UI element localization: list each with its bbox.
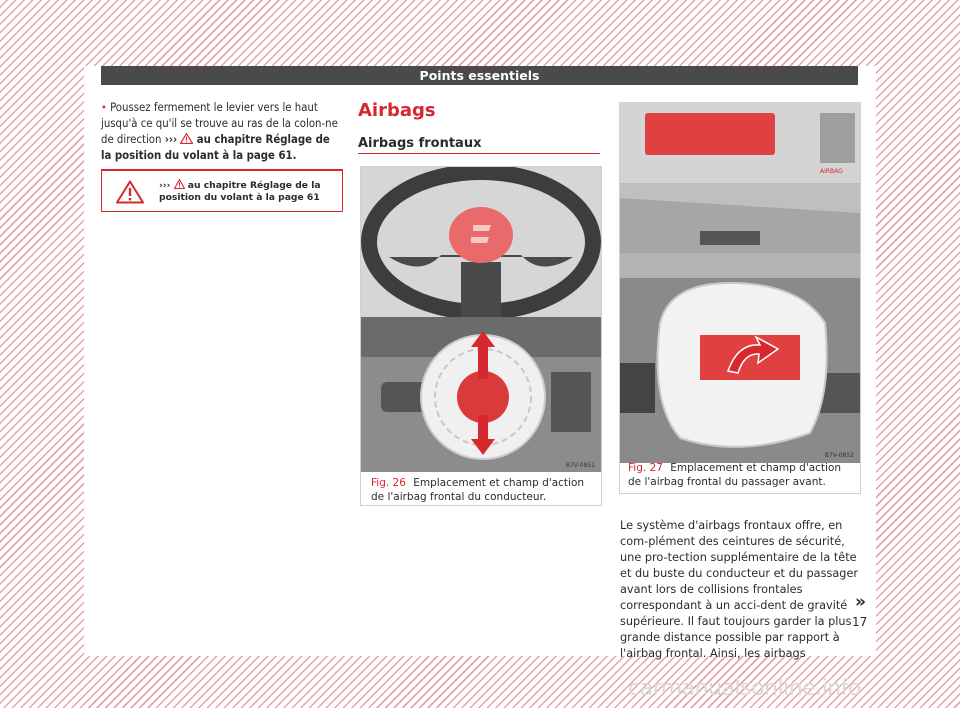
figure-caption-text: Emplacement et champ d'action de l'airbag frontal du conducteur.: [371, 477, 585, 503]
steering-wheel-illustration: [361, 167, 601, 317]
figure-code: B7V-0851: [565, 462, 595, 469]
figure-caption: [628, 461, 856, 489]
continue-arrow-icon: »: [855, 592, 866, 612]
figure-number: Fig. 27: [628, 462, 663, 474]
body-paragraph: Le système d'airbags frontaux offre, en com-plément des ceintures de sécurité, une pro-tection supplémentaire de la tête et du buste du conducteur et du passager avant lors de collisions frontales correspondant à un acci-dent de gravité supérieure. Il faut toujours garder la plus grande distance possible par rapport à l'airbag frontal. Ainsi, les airbags: [620, 519, 859, 660]
instruction-text: Poussez fermement le levier vers le haut jusqu'à ce qu'il se trouve au ras de la colon-ne de direction: [101, 101, 338, 146]
figure-27: [619, 102, 861, 494]
section-subtitle: Airbags frontaux: [358, 136, 482, 151]
driver-airbag-illustration: [361, 317, 601, 472]
figure-code: B7V-0852: [824, 452, 854, 459]
warning-arrow: ›››: [159, 180, 171, 191]
figure-caption-text: Emplacement et champ d'action de l'airbag frontal du passager avant.: [628, 462, 842, 488]
figure-caption: [371, 476, 596, 504]
dashboard-airbag-illustration: [620, 103, 860, 253]
bullet-icon: •: [101, 101, 107, 114]
warning-text: [159, 179, 339, 204]
figure-26: [360, 166, 602, 506]
watermark: carmanualsonline.info: [628, 676, 861, 701]
reference-link[interactable]: au chapitre Réglage de la position du volant à la page 61: [101, 133, 330, 162]
warning-small-icon: [174, 179, 185, 189]
period: .: [292, 149, 297, 162]
passenger-airbag-illustration: [620, 253, 860, 463]
warning-inline-icon: [180, 133, 193, 144]
page-title: Airbags: [358, 100, 436, 121]
warning-reference-link[interactable]: au chapitre Réglage de la position du volant à la page 61: [159, 180, 321, 203]
instruction-paragraph: [101, 100, 341, 164]
title-divider: [358, 153, 600, 154]
airbag-label: AIRBAG: [820, 168, 843, 175]
figure-number: Fig. 26: [371, 477, 406, 489]
page-number: 17: [852, 615, 868, 629]
section-header: Points essentiels: [101, 66, 858, 85]
reference-arrow: ›››: [164, 133, 178, 146]
warning-box: [101, 169, 343, 212]
warning-triangle-icon: [116, 180, 144, 204]
